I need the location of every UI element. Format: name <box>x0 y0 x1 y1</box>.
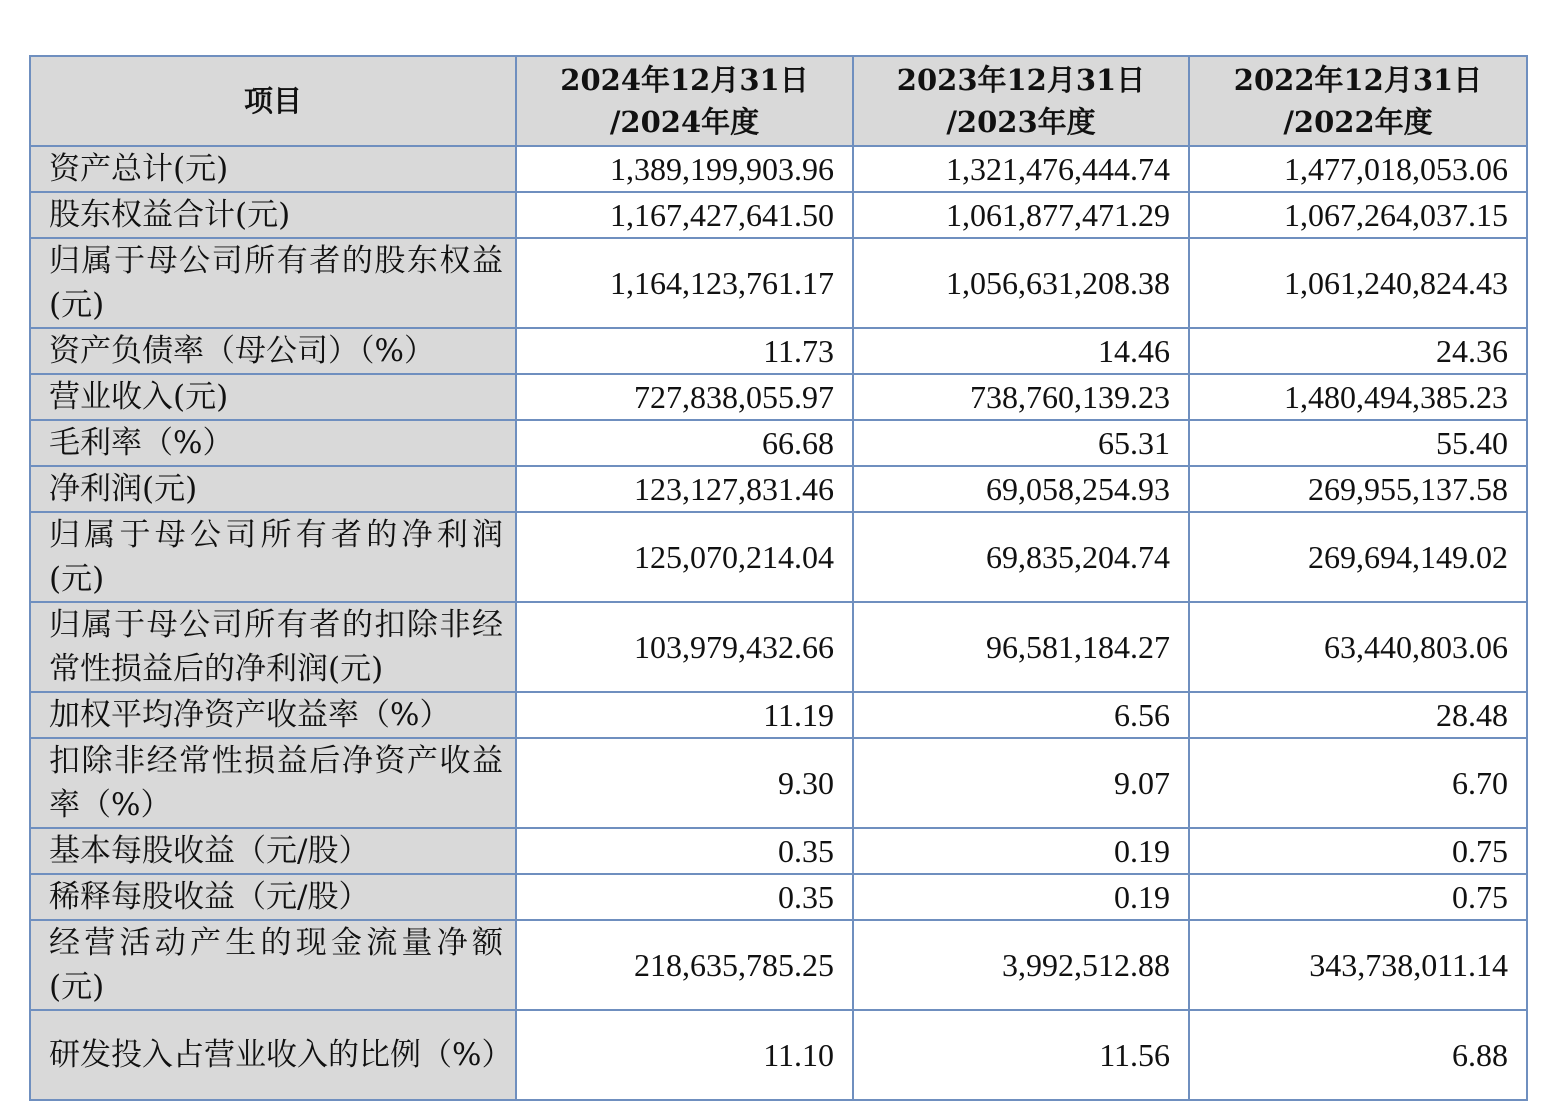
cell-2024: 727,838,055.97 <box>516 374 853 420</box>
cell-2023: 3,992,512.88 <box>853 920 1189 1010</box>
cell-2022: 28.48 <box>1189 692 1527 738</box>
cell-2023: 69,058,254.93 <box>853 466 1189 512</box>
table-row <box>30 1010 1527 1100</box>
row-label: 净利润(元) <box>30 466 516 512</box>
cell-2024: 11.19 <box>516 692 853 738</box>
cell-2023: 1,321,476,444.74 <box>853 146 1189 192</box>
cell-2024: 103,979,432.66 <box>516 602 853 692</box>
cell-2022: 269,955,137.58 <box>1189 466 1527 512</box>
financial-data-table <box>29 55 1528 1101</box>
row-label: 加权平均净资产收益率（%） <box>30 692 516 738</box>
table-row <box>30 692 1527 738</box>
table-header-row <box>30 56 1527 146</box>
cell-2022: 6.88 <box>1189 1010 1527 1100</box>
row-label: 研发投入占营业收入的比例（%） <box>30 1010 516 1100</box>
header-item: 项目 <box>30 56 516 146</box>
cell-2022: 0.75 <box>1189 874 1527 920</box>
header-2023: 2023年12月31日 /2023年度 <box>853 56 1189 146</box>
cell-2023: 11.56 <box>853 1010 1189 1100</box>
cell-2022: 0.75 <box>1189 828 1527 874</box>
cell-2023: 6.56 <box>853 692 1189 738</box>
table-row <box>30 420 1527 466</box>
cell-2022: 55.40 <box>1189 420 1527 466</box>
cell-2022: 1,477,018,053.06 <box>1189 146 1527 192</box>
table-row <box>30 920 1527 1010</box>
cell-2024: 1,164,123,761.17 <box>516 238 853 328</box>
row-label: 归属于母公司所有者的扣除非经常性损益后的净利润(元) <box>30 602 516 692</box>
table-row <box>30 466 1527 512</box>
cell-2023: 14.46 <box>853 328 1189 374</box>
cell-2023: 1,061,877,471.29 <box>853 192 1189 238</box>
table-row <box>30 238 1527 328</box>
cell-2024: 11.10 <box>516 1010 853 1100</box>
cell-2024: 1,167,427,641.50 <box>516 192 853 238</box>
cell-2022: 6.70 <box>1189 738 1527 828</box>
row-label: 基本每股收益（元/股） <box>30 828 516 874</box>
cell-2023: 1,056,631,208.38 <box>853 238 1189 328</box>
row-label: 毛利率（%） <box>30 420 516 466</box>
cell-2022: 1,061,240,824.43 <box>1189 238 1527 328</box>
cell-2022: 343,738,011.14 <box>1189 920 1527 1010</box>
cell-2024: 218,635,785.25 <box>516 920 853 1010</box>
table-row <box>30 374 1527 420</box>
table-row <box>30 828 1527 874</box>
table-row <box>30 192 1527 238</box>
cell-2023: 0.19 <box>853 828 1189 874</box>
row-label: 扣除非经常性损益后净资产收益率（%） <box>30 738 516 828</box>
cell-2023: 9.07 <box>853 738 1189 828</box>
cell-2024: 0.35 <box>516 874 853 920</box>
header-2024: 2024年12月31日 /2024年度 <box>516 56 853 146</box>
cell-2023: 738,760,139.23 <box>853 374 1189 420</box>
cell-2023: 96,581,184.27 <box>853 602 1189 692</box>
cell-2022: 63,440,803.06 <box>1189 602 1527 692</box>
cell-2024: 123,127,831.46 <box>516 466 853 512</box>
row-label: 股东权益合计(元) <box>30 192 516 238</box>
table-row <box>30 738 1527 828</box>
table-row <box>30 146 1527 192</box>
cell-2023: 0.19 <box>853 874 1189 920</box>
row-label: 资产总计(元) <box>30 146 516 192</box>
table-row <box>30 512 1527 602</box>
cell-2024: 125,070,214.04 <box>516 512 853 602</box>
row-label: 营业收入(元) <box>30 374 516 420</box>
cell-2024: 11.73 <box>516 328 853 374</box>
header-2022: 2022年12月31日 /2022年度 <box>1189 56 1527 146</box>
cell-2022: 1,480,494,385.23 <box>1189 374 1527 420</box>
row-label: 归属于母公司所有者的净利润(元) <box>30 512 516 602</box>
row-label: 经营活动产生的现金流量净额(元) <box>30 920 516 1010</box>
cell-2024: 9.30 <box>516 738 853 828</box>
cell-2023: 65.31 <box>853 420 1189 466</box>
cell-2024: 1,389,199,903.96 <box>516 146 853 192</box>
cell-2022: 24.36 <box>1189 328 1527 374</box>
table-row <box>30 328 1527 374</box>
row-label: 稀释每股收益（元/股） <box>30 874 516 920</box>
cell-2022: 269,694,149.02 <box>1189 512 1527 602</box>
cell-2024: 66.68 <box>516 420 853 466</box>
row-label: 资产负债率（母公司）（%） <box>30 328 516 374</box>
table-row <box>30 874 1527 920</box>
cell-2024: 0.35 <box>516 828 853 874</box>
row-label: 归属于母公司所有者的股东权益(元) <box>30 238 516 328</box>
cell-2023: 69,835,204.74 <box>853 512 1189 602</box>
table-row <box>30 602 1527 692</box>
cell-2022: 1,067,264,037.15 <box>1189 192 1527 238</box>
